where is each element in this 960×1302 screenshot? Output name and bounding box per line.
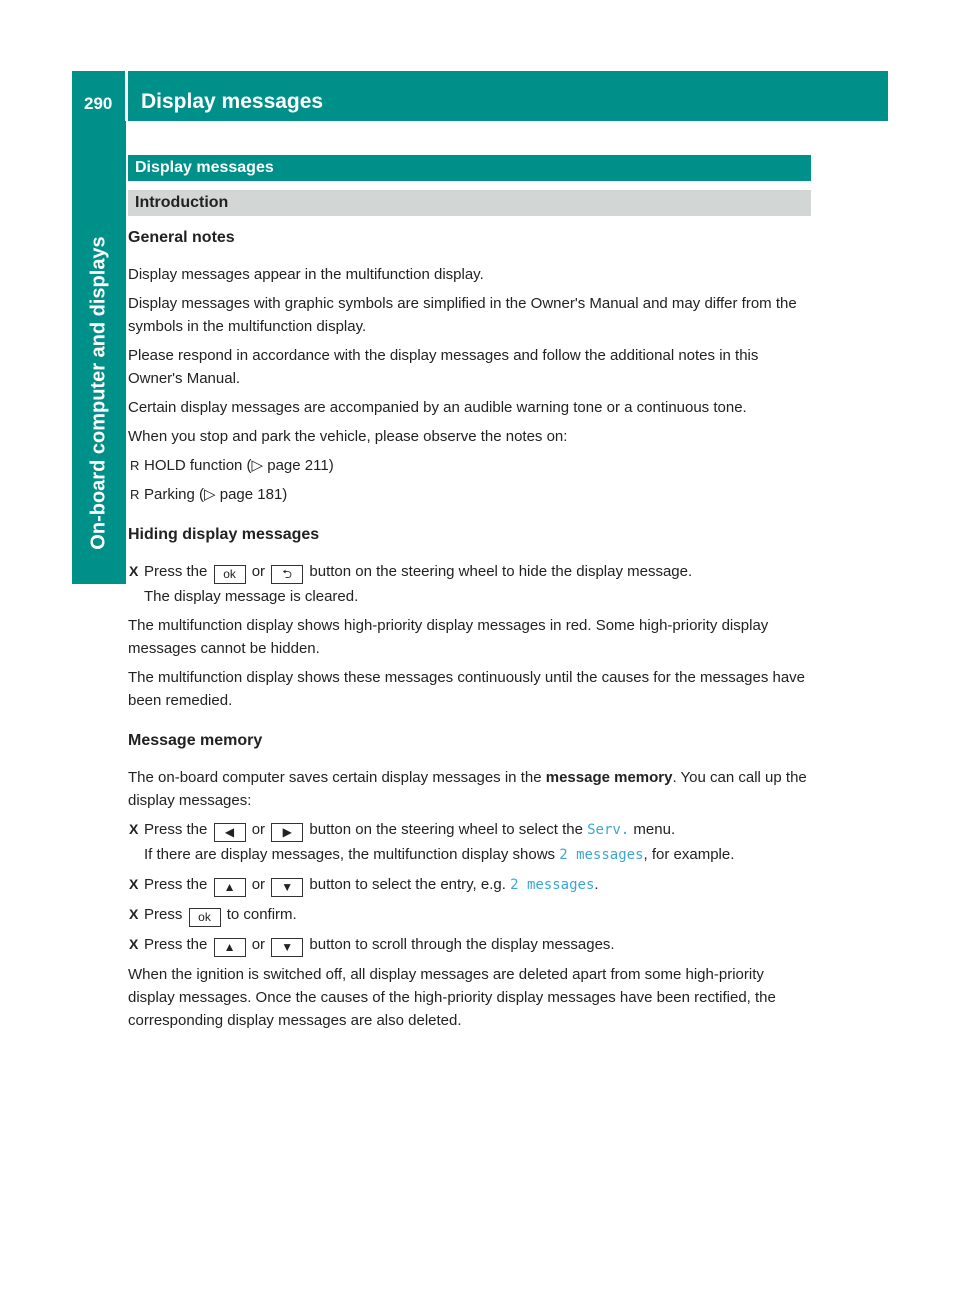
step-text: Press — [144, 906, 183, 923]
page-title: Display messages — [141, 90, 324, 113]
paragraph: The multifunction display shows high-priority display messages in red. Some high-priority display messages cannot be hidden. — [128, 617, 769, 657]
paragraph: The multifunction display shows these messages continuously until the causes for the messages have been remedied. — [128, 669, 806, 709]
step-text: Press the — [144, 821, 208, 838]
section-title: Display messages — [128, 155, 811, 181]
up-key-icon: ▲ — [214, 938, 246, 957]
display-text: 2 messages — [510, 877, 595, 893]
emphasis: message memory — [545, 769, 673, 786]
step — [128, 818, 811, 842]
paragraph-text: . You can call up the display messages: — [128, 769, 807, 809]
step-text: or — [251, 563, 266, 580]
step — [128, 933, 811, 957]
down-key-icon: ▼ — [271, 878, 303, 897]
step-result — [144, 843, 811, 867]
step-text: button on the steering wheel to select the — [309, 821, 583, 838]
content — [128, 155, 811, 1038]
step-text: . — [594, 876, 599, 893]
list-item: R Parking (▷ page 181) — [128, 483, 811, 506]
subsection-title: Introduction — [128, 190, 811, 216]
step-result: The display message is cleared. — [144, 588, 359, 605]
paragraph-text: The on-board computer saves certain display messages in the — [128, 769, 542, 786]
step — [128, 560, 811, 584]
paragraph: Display messages appear in the multifunction display. — [128, 266, 484, 283]
paragraph: Display messages with graphic symbols are simplified in the Owner's Manual and may differ from the symbols in the multifunction display. — [128, 295, 797, 335]
step-text: to confirm. — [226, 906, 297, 923]
step-text: button to select the entry, e.g. — [309, 876, 506, 893]
memory-heading: Message memory — [128, 732, 263, 749]
step — [128, 903, 811, 927]
step-text: or — [251, 876, 266, 893]
step-text: If there are display messages, the multifunction display shows — [144, 846, 556, 863]
step-text: Press the — [144, 936, 208, 953]
paragraph — [128, 766, 811, 812]
left-key-icon: ◀ — [214, 823, 246, 842]
step-text: or — [251, 821, 266, 838]
back-key-icon: ⮌ — [271, 565, 303, 584]
step-text: Press the — [144, 876, 208, 893]
paragraph: Please respond in accordance with the display messages and follow the additional notes in this Owner's Manual. — [128, 347, 759, 387]
paragraph: Certain display messages are accompanied by an audible warning tone or a continuous tone. — [128, 399, 747, 416]
up-key-icon: ▲ — [214, 878, 246, 897]
page-number: 290 — [84, 94, 113, 113]
display-text: 2 messages — [559, 847, 644, 863]
hiding-heading: Hiding display messages — [128, 526, 320, 543]
ok-key-icon: ok — [189, 908, 221, 927]
general-notes-heading: General notes — [128, 229, 235, 246]
down-key-icon: ▼ — [271, 938, 303, 957]
step-text: or — [251, 936, 266, 953]
step-text: menu. — [633, 821, 676, 838]
step-text: , for example. — [643, 846, 735, 863]
header-divider — [125, 71, 128, 121]
step — [128, 873, 811, 897]
paragraph: When the ignition is switched off, all display messages are deleted apart from some high-priority display messages. Once the causes of the high-priority display messages have been rectified, the corresponding display messages are also deleted. — [128, 966, 776, 1029]
chapter-label: On-board computer and displays — [87, 236, 110, 550]
ok-key-icon: ok — [214, 565, 246, 584]
list-item: R HOLD function (▷ page 211) — [128, 454, 811, 477]
step-text: button on the steering wheel to hide the display message. — [309, 563, 693, 580]
step-text: Press the — [144, 563, 208, 580]
display-text: Serv. — [587, 822, 630, 838]
step-text: button to scroll through the display messages. — [309, 936, 615, 953]
paragraph: When you stop and park the vehicle, please observe the notes on: — [128, 428, 568, 445]
right-key-icon: ▶ — [271, 823, 303, 842]
